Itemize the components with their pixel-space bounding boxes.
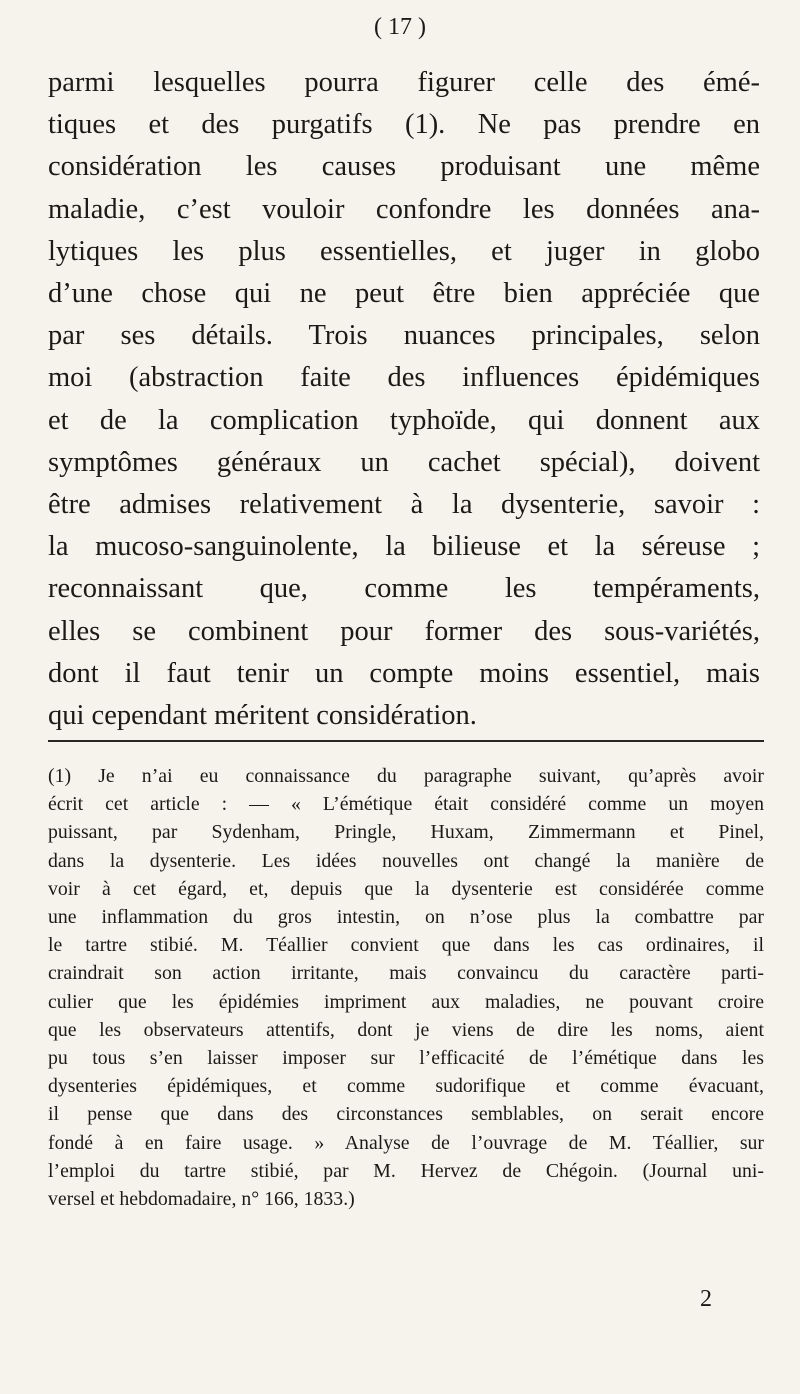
footnote-divider xyxy=(48,740,764,742)
text-line: l’emploi du tartre stibié, par M. Hervez de Chégoin. (Journal uni- xyxy=(48,1159,764,1182)
text-line: elles se combinent pour former des sous-variétés, xyxy=(48,615,760,647)
text-line: reconnaissant que, comme les tempéraments, xyxy=(48,573,760,605)
text-line: dysenteries épidémiques, et comme sudorifique et comme évacuant, xyxy=(48,1075,764,1098)
text-line: puissant, par Sydenham, Pringle, Huxam, Zimmermann et Pinel, xyxy=(48,821,764,844)
text-line: par ses détails. Trois nuances principales, selon xyxy=(48,320,760,352)
text-line: tiques et des purgatifs (1). Ne pas prendre en xyxy=(48,109,760,141)
signature-mark: 2 xyxy=(700,1286,712,1312)
text-line: maladie, c’est vouloir confondre les données ana- xyxy=(48,193,760,225)
text-line: et de la complication typhoïde, qui donnent aux xyxy=(48,404,760,436)
text-line: écrit cet article : — « L’émétique était considéré comme un moyen xyxy=(48,793,764,816)
text-line: dont il faut tenir un compte moins essentiel, mais xyxy=(48,657,760,689)
text-line: parmi lesquelles pourra figurer celle des émé- xyxy=(48,67,760,98)
text-line: fondé à en faire usage. » Analyse de l’ouvrage de M. Téallier, sur xyxy=(48,1131,764,1154)
text-line: (1) Je n’ai eu connaissance du paragraphe suivant, qu’après avoir xyxy=(48,765,764,787)
page-number: ( 17 ) xyxy=(374,14,426,40)
text-line: pu tous s’en laisser imposer sur l’efficacité de l’émétique dans les xyxy=(48,1047,764,1070)
body-text xyxy=(48,62,760,737)
text-line: lytiques les plus essentielles, et juger in globo xyxy=(48,235,760,267)
text-line: dans la dysenterie. Les idées nouvelles ont changé la manière de xyxy=(48,849,764,872)
text-line: symptômes généraux un cachet spécial), doivent xyxy=(48,446,760,478)
text-line: il pense que dans des circonstances semblables, on serait encore xyxy=(48,1103,764,1126)
text-line: la mucoso-sanguinolente, la bilieuse et la séreuse ; xyxy=(48,531,760,563)
text-line: voir à cet égard, et, depuis que la dysenterie est considérée comme xyxy=(48,877,764,900)
text-line: culier que les épidémies impriment aux maladies, ne pouvant croire xyxy=(48,990,764,1013)
text-line: d’une chose qui ne peut être bien appréciée que xyxy=(48,278,760,310)
text-line: le tartre stibié. M. Téallier convient que dans les cas ordinaires, il xyxy=(48,934,764,957)
text-line: être admises relativement à la dysenterie, savoir : xyxy=(48,489,760,521)
text-line: moi (abstraction faite des influences épidémiques xyxy=(48,362,760,394)
footnote xyxy=(48,762,764,1213)
text-line: considération les causes produisant une même xyxy=(48,151,760,183)
text-line: craindrait son action irritante, mais convaincu du caractère parti- xyxy=(48,962,764,985)
text-line: qui cependant méritent considération. xyxy=(48,700,477,732)
text-line: une inflammation du gros intestin, on n’ose plus la combattre par xyxy=(48,906,764,929)
text-line: que les observateurs attentifs, dont je viens de dire les noms, aient xyxy=(48,1018,764,1041)
text-line: versel et hebdomadaire, n° 166, 1833.) xyxy=(48,1188,355,1211)
